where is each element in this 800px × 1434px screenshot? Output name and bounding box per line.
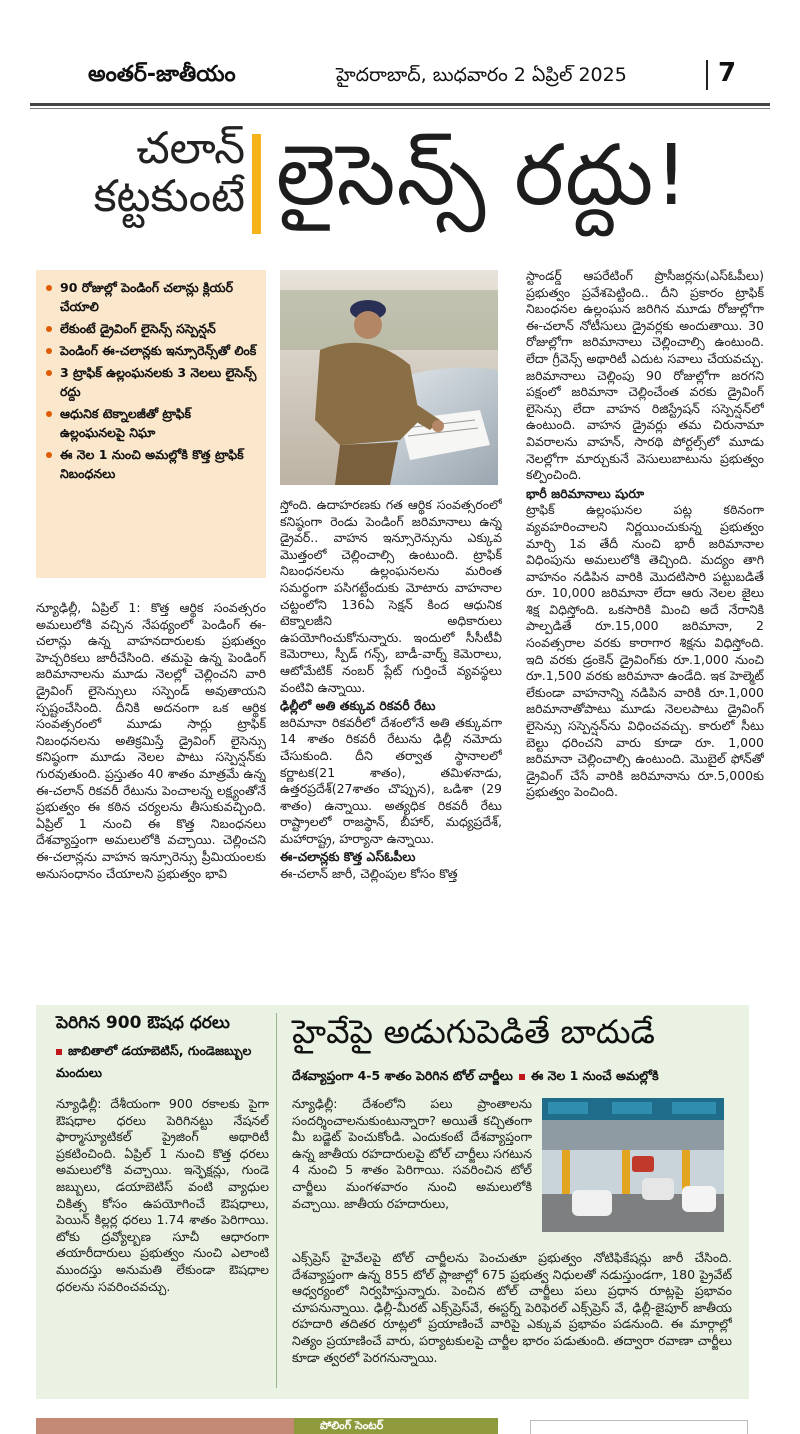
toll-plaza-photo — [542, 1098, 724, 1232]
article-column-3 — [526, 268, 764, 978]
highway-story-body — [292, 1096, 532, 1248]
bullet-icon — [46, 326, 52, 332]
teaser-image-strip — [36, 1418, 294, 1434]
bullet-icon — [46, 411, 52, 417]
article-subhead: ఈ-చలాన్లకు కొత్త ఎస్‌ఓపీలు — [280, 849, 416, 865]
highlight-item: పెండింగ్‌ ఈ-చలాన్లకు ఇన్సూరెన్స్‌తో లింక్‌ — [46, 341, 258, 360]
square-bullet-icon — [519, 1074, 525, 1080]
article-subhead: ఢిల్లీలో అతి తక్కువ రికవరీ రేటు — [280, 698, 436, 714]
traffic-police-illustration — [280, 270, 498, 485]
highlight-item: ఈ నెల 1 నుంచి అమల్లోకి కొత్త ట్రాఫిక్‌ నిబంధనలు — [46, 445, 258, 483]
header-rule-thin — [30, 108, 770, 109]
highway-story-headline: హైవేపై అడుగుపెడితే బాదుడే — [292, 1012, 655, 1051]
article-text: స్తోంది. ఉదాహరణకు గత ఆర్థిక సంవత్సరంలో కనిష్ఠంగా రెండు పెండింగ్‌ జరిమానాలు ఉన్న డ్రైవర్‌.. వాహన ఇన్సూరెన్సును ఎక్కువ మొత్తంలో చెల్లించాల్సి ఉంటుంది. ట్రాఫిక్‌ నిబంధనలను ఉల్లంఘనలను మరింత సమర్థంగా పసిగట్టేందుకు మోటారు వాహనాల చట్టంలోని 136ఏ సెక్షన్‌ కింద ఆధునిక టెక్నాలజీని అధికారులు ఉపయోగించుకోనున్నారు. ఇందులో సీసీటీవీ కెమెరాలు, స్పీడ్‌ గన్స్‌, బాడీ-వార్న్‌ కెమెరాలు, ఆటోమేటిక్‌ నంబర్‌ ప్లేట్‌ గుర్తించే వ్యవస్థలు వంటివి ఉన్నాయి. — [280, 497, 502, 695]
headline-kicker: చలాన్‌ కట్టకుంటే — [93, 123, 245, 222]
highway-story-subhead: దేశవ్యాప్తంగా 4-5 శాతం పెరిగిన టోల్‌ చార్జీలు ఈ నెల 1 నుంచే అమల్లోకి — [292, 1068, 659, 1083]
drug-story-headline: పెరిగిన 900 ఔషధ ధరలు — [56, 1013, 230, 1033]
article-text: జరిమానా రికవరీలో దేశంలోనే అతి తక్కువగా 14 శాతం రికవరీ రేటును ఢిల్లీ నమోదు చేసుకుంది. దీని తర్వాత స్థానాలలో కర్ణాటక(21 శాతం), తమిళనాడు, ఉత్తరప్రదేశ్‌(27శాతం చొప్పున), ఒడిశా (29 శాతం) ఉన్నాయి. అత్యధిక రికవరీ రేటు రాష్ట్రాలలో రాజస్థాన్‌, బీహార్‌, మధ్యప్రదేశ్‌, మహారాష్ట్ర, హర్యానా ఉన్నాయి. — [280, 714, 502, 846]
toll-plaza-illustration — [542, 1098, 724, 1232]
drug-story-body — [56, 1096, 269, 1386]
article-text: న్యూఢిల్లీ: దేశీయంగా 900 రకాలకు పైగా ఔషధాల ధరలు పెరిగినట్టు నేషనల్‌ ఫార్మాస్యూటికల్‌ ప్రైజింగ్‌ అథారిటీ ప్రకటించింది. ఏప్రిల్‌ 1 నుంచి కొత్త ధరలు అమలులోకి వచ్చాయి. ఇన్ఫెక్షన్లు, గుండె జబ్బులు, డయాబెటిస్‌ వంటి వ్యాధుల చికిత్స కోసం ఉపయోగించే ఔషధాలు, పెయిన్‌ కిల్లర్ల ధరలు 1.74 శాతం పెరిగాయి. టోకు ద్రవ్యోల్బణ సూచీ ఆధారంగా తయారీదారులు ప్రభుత్వం నుంచి ఎలాంటి ముందస్తు అనుమతి లేకుండా ఔషధాల ధరలను సవరించవచ్చు. — [56, 1096, 269, 1294]
teaser-box — [530, 1420, 748, 1434]
traffic-police-photo — [280, 270, 498, 485]
drug-story-subhead: జాబితాలో డయాబెటిస్‌, గుండెజబ్బుల మందులు — [56, 1043, 252, 1080]
highlights-box — [36, 270, 266, 578]
bullet-icon — [46, 348, 52, 354]
article-column-1 — [36, 600, 266, 980]
article-text: న్యూఢిల్లీ: దేశంలోని పలు ప్రాంతాలను సందర్శించాలనుకుంటున్నారా? అయితే కచ్చితంగా మీ బడ్జెట్‌ పెంచుకోండి. ఎందుకంటే దేశవ్యాప్తంగా ఉన్న జాతీయ రహదారులపై టోల్‌ చార్జీలు సగటున 4 నుంచి 5 శాతం పెరిగాయి. సవరించిన టోల్‌ చార్జీలు మంగళవారం నుంచి అమలులోకి వచ్చాయి. జాతీయ రహదారులు, — [292, 1096, 532, 1211]
highlight-item: ఆధునిక టెక్నాలజీతో ట్రాఫిక్‌ ఉల్లంఘనలపై నిఘా — [46, 404, 258, 442]
article-text: ఈ-చలాన్‌ జారీ, చెల్లింపుల కోసం కొత్త — [280, 866, 458, 882]
bullet-icon — [46, 285, 52, 291]
dateline: హైదరాబాద్‌, బుధవారం 2 ఏప్రిల్‌ 2025 — [336, 64, 627, 86]
article-column-2 — [280, 497, 502, 980]
article-text: స్టాండర్డ్‌ ఆపరేటింగ్‌ ప్రొసీజర్లను(ఎస్‌ఓపీలు) ప్రభుత్వం ప్రవేశపెట్టింది.. దీని ప్రకారం ట్రాఫిక్‌ నిబంధనల ఉల్లంఘన జరిగిన మూడు రోజుల్లోగా ఈ-చలాన్‌ నోటీసులు డ్రైవర్లకు అందుతాయి. 30 రోజుల్లోగా జరిమానాలు చెల్లించాల్సి ఉంటుంది. లేదా గ్రీవెన్స్‌ అథారిటీ ఎదుట సవాలు చేయవచ్చు. జరిమానాలు చెల్లింపు 90 రోజుల్లోగా జరగని పక్షంలో జరిమానా చెల్లించేంత వరకు డ్రైవింగ్‌ లైసెన్సు లేదా వాహన రిజిస్ట్రేషన్‌ సస్పెన్షన్‌లో ఉంటుంది. వాహన డ్రైవర్లు తమ చిరునామా వివరాలను వాహన్‌, సారథి పోర్టల్స్‌లో మూడు నెలల్లోగా మార్చుకునే వెసులుబాటును ప్రభుత్వం కల్పించింది. — [526, 268, 764, 483]
article-text: ట్రాఫిక్‌ ఉల్లంఘనల పట్ల కఠినంగా వ్యవహరించాలని నిర్ణయించుకున్న ప్రభుత్వం మార్చి 1వ తేదీ నుంచి భారీ జరిమానాల విధింపును అమలులోకి తెచ్చింది. మద్యం తాగి వాహనం నడిపిన వారికి మొదటిసారి పట్టుబడితే రూ. 10,000 జరిమానా లేదా ఆరు నెలల జైలు శిక్ష విధిస్తోంది. ఒకసారికి మించి అదే నేరానికి పాల్పడితే రూ.15,000 జరిమానా, 2 సంవత్సరాల వరకు కారాగార శిక్షను విధిస్తోంది. ఇది వరకు డ్రంకెన్‌ డ్రైవింగ్‌కు రూ.1,000 నుంచి రూ.1,500 వరకు జరిమానా ఉండేది. ఇక హెల్మెట్‌ లేకుండా వాహనాన్ని నడిపిన వారికి రూ.1,000 జరిమానాతోపాటు మూడు నెలలపాటు డ్రైవింగ్‌ లైసెన్సు సస్పెన్షన్‌ను విధించవచ్చు. కారులో సీటు బెల్టు ధరించని వారు కూడా రూ. 1,000 జరిమానా చెల్లించాల్సి ఉంటుంది. మొబైల్‌ ఫోన్‌తో డ్రైవింగ్‌ చేసే వారికి జరిమానాను రూ.5,000కు ప్రభుత్వం పెంచింది. — [526, 502, 764, 800]
square-bullet-icon — [56, 1049, 62, 1055]
highlight-item: 3 ట్రాఫిక్‌ ఉల్లంఘనలకు 3 నెలలు లైసెన్స్‌ రద్దు — [46, 363, 258, 401]
highway-story-body-continued — [292, 1250, 732, 1388]
article-text: న్యూఢిల్లీ, ఏప్రిల్‌ 1: కొత్త ఆర్థిక సంవత్సరం అమలులోకి వచ్చిన నేపథ్యంలో పెండింగ్‌ ఈ-చలాన్లు ఉన్న వాహనదారులకు ప్రభుత్వం హెచ్చరికలు జారీచేసింది. తమపై ఉన్న పెండింగ్‌ జరిమానాలను మూడు నెలల్లో చెల్లించని వారి డ్రైవింగ్‌ లైసెన్సులు సస్పెండ్‌ అవుతాయని స్పష్టంచేసింది. దీనికి అదనంగా ఒక ఆర్థిక సంవత్సరంలో మూడు సార్లు ట్రాఫిక్‌ నిబంధనలను అతిక్రమిస్తే డ్రైవింగ్‌ లైసెన్సు కనిష్ఠంగా మూడు నెలల పాటు సస్పెన్షన్‌కు గురవుతుంది. ప్రస్తుతం 40 శాతం మాత్రమే ఉన్న ఈ-చలాన్‌ రికవరీ రేటును పెంచాలన్న లక్ష్యంతోనే ప్రభుత్వం ఈ కఠిన చర్యలను తీసుకువచ్చింది. ఏప్రిల్‌ 1 నుంచి ఈ కొత్త నిబంధనలు దేశవ్యాప్తంగా అమలులోకి వచ్చాయి. చెల్లించని ఈ-చలాన్లను వాహన ఇన్సూరెన్సు ప్రీమియంలకు అనుసంధానం చేయాలని ప్రభుత్వం భావి — [36, 600, 266, 881]
header-divider — [706, 60, 708, 90]
highlights-list — [46, 278, 258, 483]
page-number: 7 — [718, 58, 737, 88]
bullet-icon — [46, 452, 52, 458]
article-subhead: భారీ జరిమానాలు షురూ — [526, 485, 645, 501]
article-text: ఎక్స్‌ప్రెస్‌ హైవేలపై టోల్‌ చార్జీలను పెంచుతూ ప్రభుత్వం నోటిఫికేషన్లు జారీ చేసింది. దేశవ్యాప్తంగా ఉన్న 855 టోల్‌ ప్లాజాల్లో 675 ప్రభుత్వ నిధులతో నడుస్తుండగా, 180 ప్రైవేట్‌ ఆధ్వర్యంలో నిర్వహిస్తున్నారు. పెంచిన టోల్‌ చార్జీలు పలు ప్రధాన రూట్లపై ప్రభావం చూపనున్నాయి. ఢిల్లీ-మీరట్‌ ఎక్స్‌ప్రెస్‌వే, ఈస్టర్న్‌ పెరిఫెరల్‌ ఎక్స్‌ప్రెస్‌ వే, ఢిల్లీ-జైపూర్‌ జాతీయ రహదారి తదితర రూట్లలో ప్రయాణించే వారిపై ఎక్కువ ప్రభావం పడనుంది. ఈ మార్గాల్లో నిత్యం ప్రయాణించే వారు, పర్యాటకులపై చార్జీల భారం పడుతుంది. తద్వారా రవాణా చార్జీలు కూడా త్వరలో పెరగనున్నాయి. — [292, 1250, 732, 1365]
header-rule — [30, 103, 770, 106]
highlight-item: 90 రోజుల్లో పెండింగ్‌ చలాన్లు క్లియర్‌ చేయాలి — [46, 278, 258, 316]
bullet-icon — [46, 370, 52, 376]
main-headline: లైసెన్స్‌ రద్దు! — [276, 126, 690, 224]
kicker-accent-bar — [252, 134, 261, 234]
highlight-item: లేకుంటే డ్రైవింగ్‌ లైసెన్స్‌ సస్పెన్షన్‌ — [46, 319, 258, 338]
section-title: అంతర్‌-జాతీయం — [88, 62, 236, 87]
teaser-title: పోలింగ్‌ సెంటర్‌ — [320, 1419, 384, 1432]
column-divider — [276, 1013, 277, 1388]
